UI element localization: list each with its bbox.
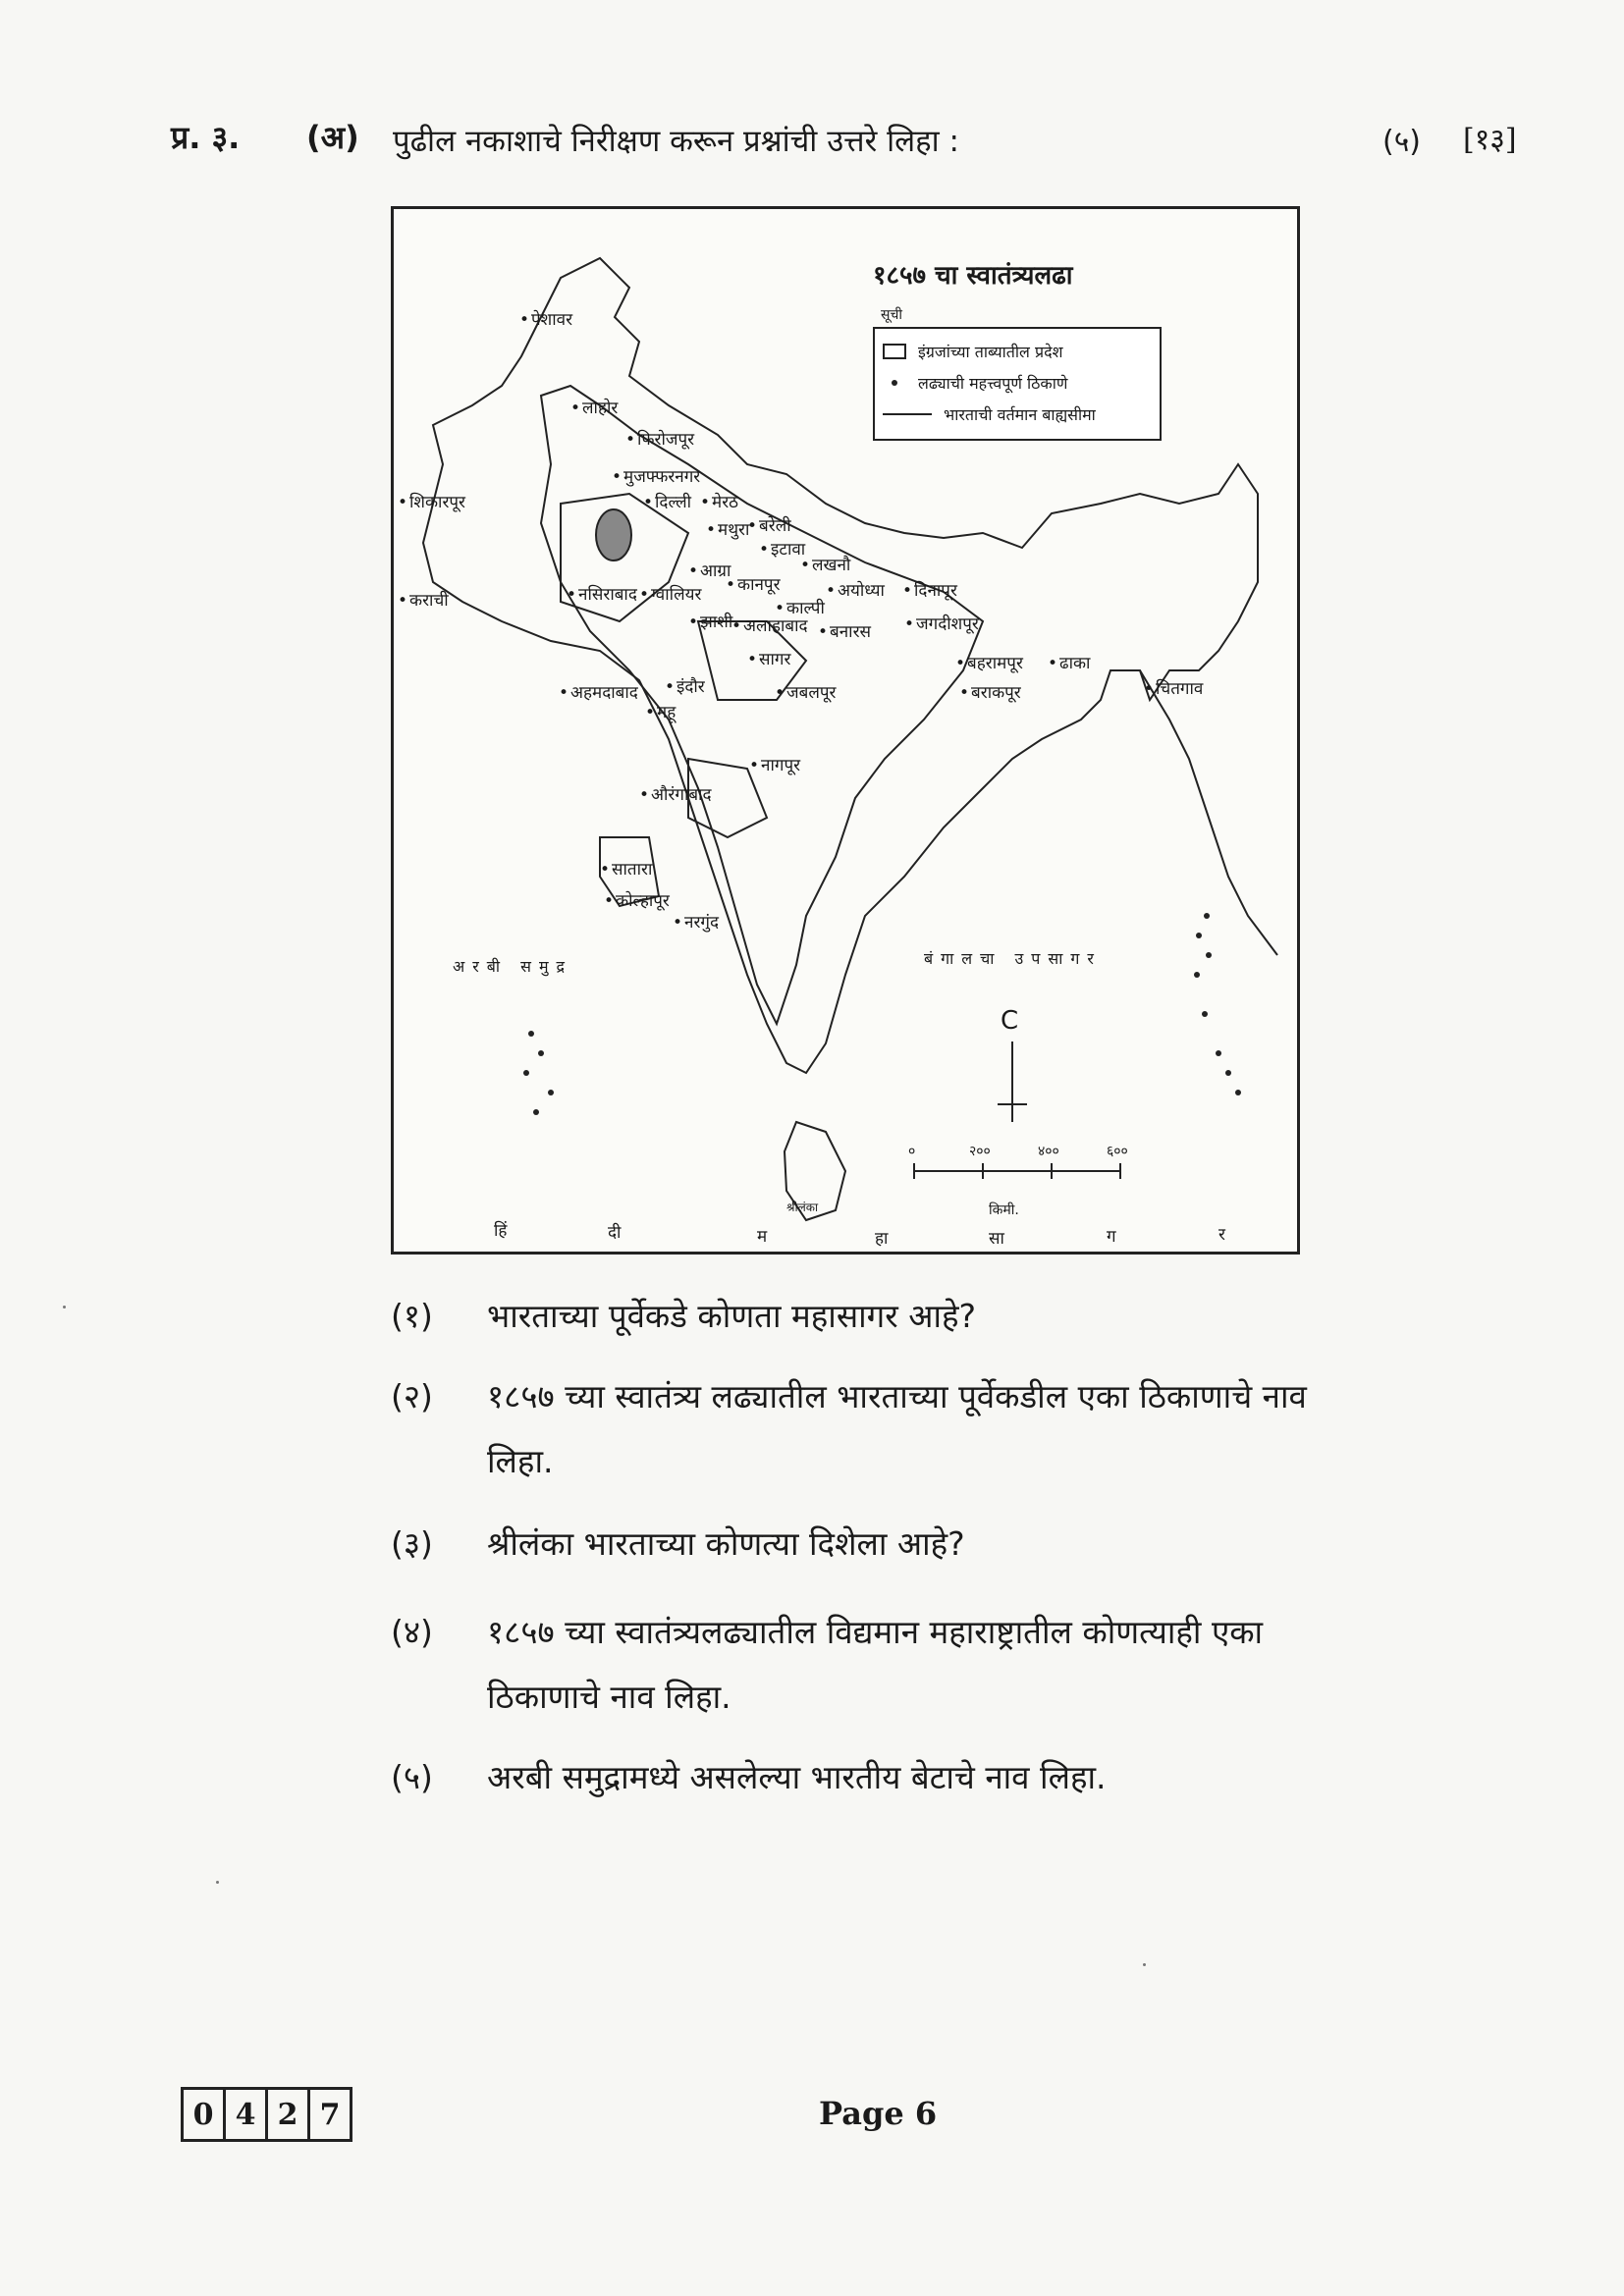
ocean-letter: हा: [875, 1229, 889, 1249]
place-gwalior: • ग्वालियर: [639, 582, 701, 605]
place-jhansi: • झाशी: [688, 610, 732, 632]
place-jagdishpur: • जगदीशपूर: [904, 612, 979, 634]
legend-row-place: [883, 372, 1067, 394]
question-text: अरबी समुद्रामध्ये असलेल्या भारतीय बेटाचे नाव लिहा.: [487, 1758, 1107, 1796]
ocean-letter: म: [757, 1227, 768, 1247]
place-nasirabad: • नसिराबाद: [567, 582, 637, 605]
code-digit: 0: [184, 2090, 226, 2139]
scale-label: ४००: [1038, 1144, 1059, 1159]
legend-rectangle-icon: [883, 344, 906, 359]
question-instruction: पुढील नकाशाचे निरीक्षण करून प्रश्नांची उत्तरे लिहा :: [393, 124, 959, 159]
question-number-label: (३): [391, 1524, 433, 1563]
place-peshawar: • पेशावर: [519, 307, 572, 330]
place-satara: • सातारा: [600, 857, 652, 880]
place-firozpur: • फिरोजपूर: [625, 427, 694, 450]
code-digit: 2: [268, 2090, 310, 2139]
srilanka-label: श्रीलंका: [786, 1201, 819, 1214]
sea-arabian-label: अरबी समुद्र: [453, 957, 573, 976]
scale-label: ६००: [1107, 1144, 1128, 1159]
map-figure: [391, 206, 1300, 1255]
question-text: भारताच्या पूर्वेकडे कोणता महासागर आहे?: [487, 1297, 977, 1335]
ocean-letter: दी: [608, 1223, 622, 1243]
question-text: श्रीलंका भारताच्या कोणत्या दिशेला आहे?: [487, 1524, 965, 1563]
place-delhi: • दिल्ली: [643, 490, 691, 512]
question-text: १८५७ च्या स्वातंत्र्य लढ्यातील भारताच्या पूर्वेकडील एका ठिकाणाचे नाव लिहा.: [487, 1377, 1307, 1480]
place-allahabad: • अलाहाबाद: [731, 614, 808, 636]
place-ayodhya: • अयोध्या: [826, 578, 885, 601]
code-digit: 7: [319, 2097, 341, 2132]
place-chittagong: • चितगाव: [1144, 676, 1203, 699]
ocean-letter: र: [1218, 1225, 1225, 1245]
sea-bay-label: बंगालचा उपसागर: [924, 949, 1102, 968]
scale-unit-label: किमी.: [989, 1202, 1019, 1218]
legend-dot-icon: [892, 380, 897, 386]
place-lahore: • लाहोर: [570, 396, 618, 418]
legend-key-label: सूची: [881, 307, 902, 323]
north-arrow-label: C: [1001, 1006, 1019, 1036]
place-barrackpur: • बराकपूर: [959, 680, 1021, 703]
place-bareilly: • बरेली: [747, 513, 791, 536]
legend-boundary-label: भारताची वर्तमान बाह्यसीमा: [944, 405, 1096, 424]
legend-place-label: लढ्याची महत्त्वपूर्ण ठिकाणे: [918, 374, 1068, 393]
marks-label: (५): [1382, 125, 1422, 159]
map-title: १८५७ चा स्वातंत्र्यलढा: [873, 261, 1073, 291]
place-ahmedabad: • अहमदाबाद: [559, 680, 638, 703]
question-number-label: (४): [391, 1613, 433, 1651]
legend-row-region: [883, 341, 1062, 362]
ocean-letter: ग: [1107, 1227, 1116, 1247]
ocean-letter: सा: [989, 1229, 1004, 1249]
stray-mark: [63, 1306, 66, 1308]
sub-question-label: (अ): [306, 119, 359, 156]
question-number-label: (५): [391, 1758, 433, 1796]
question-number-label: (१): [391, 1297, 433, 1335]
legend-line-icon: [883, 413, 932, 415]
map-legend: [873, 327, 1162, 441]
question-number-label: (२): [391, 1377, 433, 1415]
place-agra: • आग्रा: [688, 559, 731, 581]
code-digit: 4: [226, 2090, 268, 2139]
handwritten-marks: [१३]: [1463, 123, 1517, 157]
place-behrampur: • बहरामपूर: [955, 651, 1023, 673]
place-kanpur: • कानपूर: [726, 572, 781, 595]
question-text: १८५७ च्या स्वातंत्र्यलढ्यातील विद्यमान महाराष्ट्रातील कोणत्याही एका ठिकाणाचे नाव लिहा.: [487, 1613, 1264, 1716]
place-karachi: • कराची: [398, 588, 449, 611]
place-meerut: • मेरठ: [700, 490, 738, 512]
stray-mark: [216, 1881, 219, 1884]
place-etawah: • इटावा: [759, 537, 805, 560]
place-jabalpur: • जबलपूर: [775, 680, 837, 703]
place-dhaka: • ढाका: [1048, 651, 1090, 673]
scale-label: ०: [908, 1144, 916, 1159]
place-lucknow: • लखनौ: [800, 553, 850, 575]
place-kolhapur: • कोल्हापूर: [604, 888, 670, 911]
place-shikarpur: • शिकारपूर: [398, 490, 465, 512]
legend-region-label: इंग्रजांच्या ताब्यातील प्रदेश: [918, 343, 1063, 361]
legend-row-boundary: [883, 403, 1096, 425]
place-banaras: • बनारस: [818, 619, 871, 642]
scale-label: २००: [969, 1144, 991, 1159]
place-indore: • इंदौर: [665, 674, 705, 697]
place-mhow: • महू: [645, 700, 676, 722]
ocean-letter: हिं: [494, 1221, 508, 1241]
place-nargund: • नरगुंद: [673, 910, 719, 933]
stray-mark: [1143, 1963, 1146, 1966]
place-nagpur: • नागपूर: [749, 753, 800, 775]
place-dinapur: • दिनापूर: [902, 578, 957, 601]
page-number: Page 6: [819, 2095, 938, 2132]
place-mathura: • मथुरा: [706, 517, 749, 540]
place-sagar: • सागर: [747, 647, 790, 669]
question-number: प्र. ३.: [171, 119, 241, 156]
place-kalpi: • काल्पी: [775, 596, 825, 618]
place-muzaffarnagar: • मुजफ्फरनगर: [612, 464, 700, 487]
paper-code-boxes: [181, 2087, 352, 2142]
india-map-outline: [394, 209, 1297, 1252]
place-aurangabad: • औरंगाबाद: [639, 782, 712, 805]
